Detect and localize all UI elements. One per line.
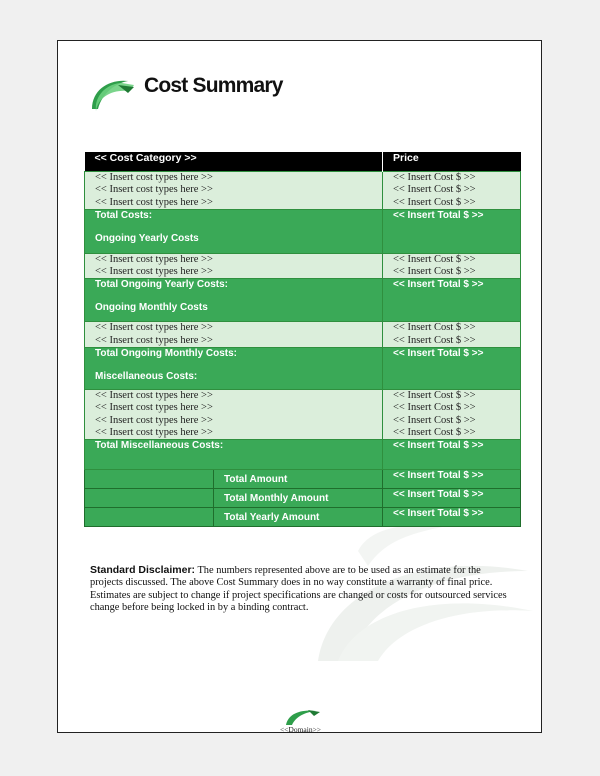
cost-value: << Insert Cost $ >>: [393, 196, 476, 208]
grand-total-value: << Insert Total $ >>: [383, 489, 521, 508]
cost-type: << Insert cost types here >>: [95, 390, 213, 402]
cost-value: << Insert Cost $ >>: [393, 184, 476, 196]
document-page: [57, 40, 542, 733]
swoosh-logo-icon: [88, 71, 136, 113]
page-title: Cost Summary: [144, 74, 283, 97]
cost-type: << Insert cost types here >>: [95, 426, 213, 438]
section-total-label: Total Ongoing Monthly Costs:: [95, 348, 238, 360]
disclaimer: [90, 564, 515, 614]
section-heading: Ongoing Monthly Costs: [95, 302, 208, 314]
cost-value: << Insert Cost $ >>: [393, 402, 476, 414]
cost-value: << Insert Cost $ >>: [393, 322, 476, 334]
grand-total-row: [85, 508, 521, 527]
grand-total-row: [85, 489, 521, 508]
section-total-value: << Insert Total $ >>: [393, 279, 484, 291]
cost-value: << Insert Cost $ >>: [393, 334, 476, 346]
cost-type: << Insert cost types here >>: [95, 184, 213, 196]
cost-value: << Insert Cost $ >>: [393, 266, 476, 278]
cost-type: << Insert cost types here >>: [95, 253, 213, 265]
grand-total-label: Total Yearly Amount: [224, 511, 320, 523]
disclaimer-text: The numbers represented above are to be used as an estimate for the projects discussed. The above Cost Summary does in no way constitute a warranty of final price. Estimates are subject to change if project specifications are changed or costs for outsourced services change before being locked in by a binding contract.: [90, 565, 507, 613]
cost-type: << Insert cost types here >>: [95, 196, 213, 208]
cost-type: << Insert cost types here >>: [95, 402, 213, 414]
cost-items-row: [85, 253, 521, 279]
cost-type: << Insert cost types here >>: [95, 334, 213, 346]
disclaimer-heading: Standard Disclaimer:: [90, 564, 196, 576]
section-total-row: [85, 209, 521, 253]
cost-items-row: [85, 390, 521, 440]
cost-value: << Insert Cost $ >>: [393, 172, 476, 183]
grand-total-label: Total Monthly Amount: [224, 492, 329, 504]
section-total-row: [85, 279, 521, 322]
cost-type: << Insert cost types here >>: [95, 266, 213, 278]
cost-items-row: [85, 172, 521, 210]
section-total-label: Total Miscellaneous Costs:: [95, 440, 224, 452]
section-total-label: Total Costs:: [95, 209, 153, 221]
footer-swoosh-icon: [282, 704, 322, 726]
section-heading: Ongoing Yearly Costs: [95, 232, 199, 244]
section-total-value: << Insert Total $ >>: [393, 209, 484, 221]
cost-summary-table: [84, 152, 521, 527]
header-price: Price: [383, 152, 521, 172]
section-heading: Miscellaneous Costs:: [95, 371, 198, 383]
cost-items-row: [85, 322, 521, 348]
section-total-label: Total Ongoing Yearly Costs:: [95, 279, 228, 291]
grand-total-row: [85, 470, 521, 489]
cost-type: << Insert cost types here >>: [95, 414, 213, 426]
cost-type: << Insert cost types here >>: [95, 172, 213, 183]
cost-value: << Insert Cost $ >>: [393, 426, 476, 438]
section-total-value: << Insert Total $ >>: [393, 440, 484, 452]
section-total-row: [85, 440, 521, 470]
grand-total-value: << Insert Total $ >>: [383, 470, 521, 489]
grand-total-value: << Insert Total $ >>: [383, 508, 521, 527]
section-total-value: << Insert Total $ >>: [393, 348, 484, 360]
grand-total-label: Total Amount: [224, 473, 288, 485]
header-cost-category: << Cost Category >>: [85, 152, 383, 172]
cost-value: << Insert Cost $ >>: [393, 414, 476, 426]
cost-value: << Insert Cost $ >>: [393, 390, 476, 402]
footer-domain: <<Domain>>: [279, 725, 322, 733]
cost-value: << Insert Cost $ >>: [393, 253, 476, 265]
cost-type: << Insert cost types here >>: [95, 322, 213, 334]
section-total-row: [85, 348, 521, 390]
table-header-row: [85, 152, 521, 172]
